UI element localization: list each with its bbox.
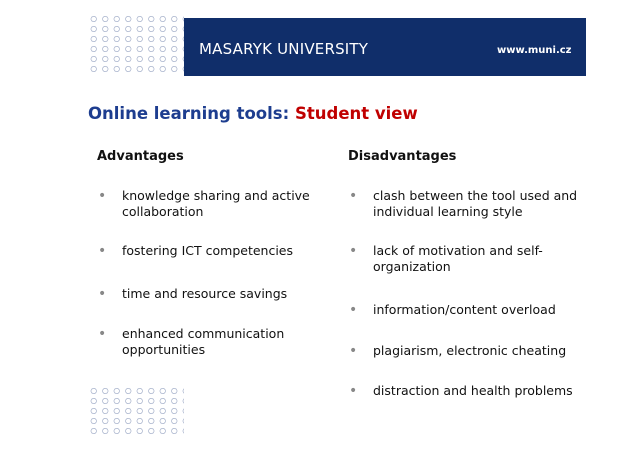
title-main: Online learning tools: [88, 104, 290, 123]
advantage-item [98, 326, 302, 358]
advantage-item [98, 188, 322, 220]
bullet-icon: • [349, 343, 358, 359]
disadvantage-item [349, 343, 598, 359]
decorative-dot-pattern-bottom [88, 386, 184, 438]
disadvantages-heading: Disadvantages [348, 149, 457, 164]
disadvantage-item [349, 383, 598, 399]
advantage-text: enhanced communication opportunities [122, 326, 285, 357]
advantage-text: time and resource savings [122, 286, 288, 301]
bullet-icon: • [98, 326, 107, 342]
advantage-text: fostering ICT competencies [122, 243, 294, 258]
disadvantage-item [349, 243, 548, 275]
disadvantage-text: information/content overload [373, 302, 556, 317]
disadvantage-text: clash between the tool used and individual learning style [373, 188, 578, 219]
disadvantage-text: lack of motivation and self-organization [373, 243, 543, 274]
title-highlight: Student view [294, 104, 418, 123]
bullet-icon: • [349, 243, 358, 259]
university-brand: MASARYK UNIVERSITY [199, 40, 369, 58]
bullet-icon: • [349, 188, 358, 204]
disadvantage-item [349, 188, 595, 220]
bullet-icon: • [98, 243, 107, 259]
advantage-item [98, 286, 332, 302]
decorative-dot-pattern-top [88, 14, 184, 76]
bullet-icon: • [98, 188, 107, 204]
website-url: www.muni.cz [497, 45, 572, 56]
disadvantage-text: plagiarism, electronic cheating [373, 343, 567, 358]
bullet-icon: • [349, 302, 358, 318]
bullet-icon: • [98, 286, 107, 302]
advantages-heading: Advantages [97, 149, 184, 164]
advantage-text: knowledge sharing and active collaboration [122, 188, 310, 219]
slide-title [88, 104, 418, 123]
disadvantage-item [349, 302, 598, 318]
disadvantage-text: distraction and health problems [373, 383, 573, 398]
advantage-item [98, 243, 332, 259]
bullet-icon: • [349, 383, 358, 399]
